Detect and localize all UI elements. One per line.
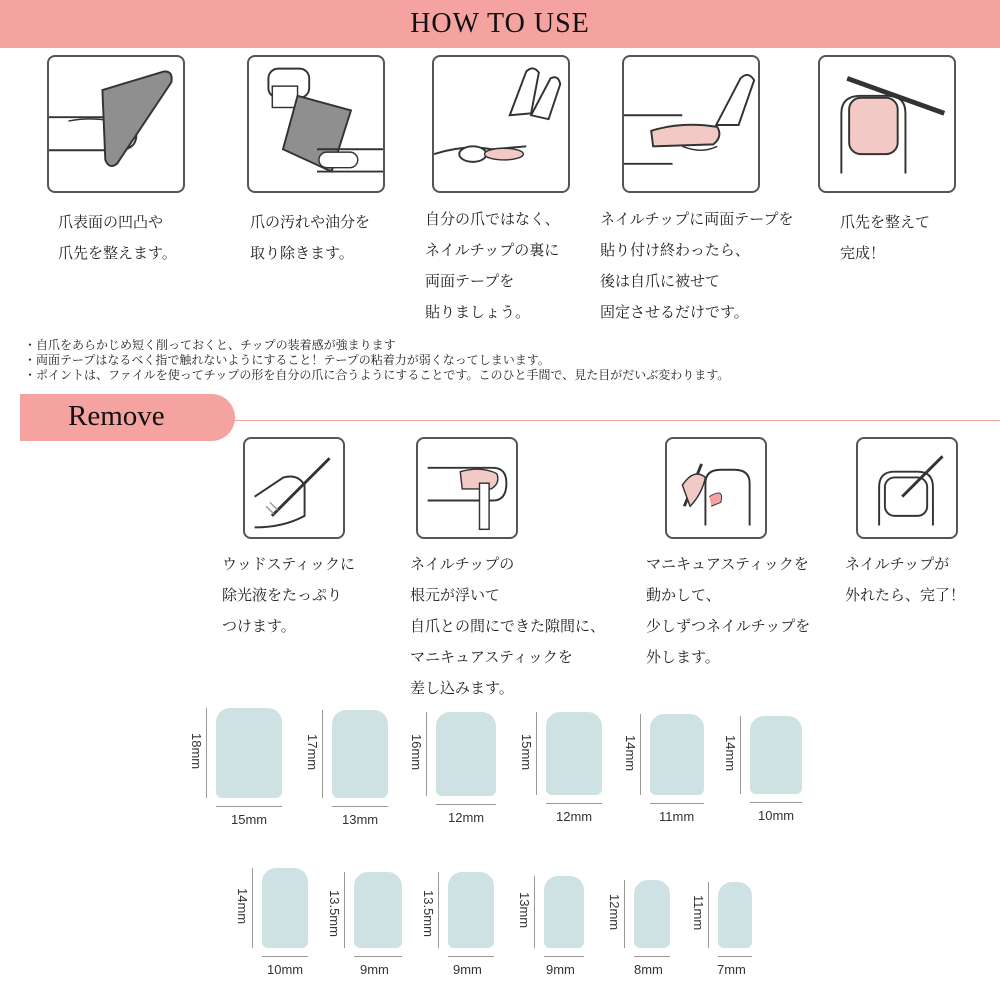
width-dimension-line — [332, 806, 388, 807]
section-divider — [230, 420, 1000, 421]
nail-tip-row2-4 — [544, 876, 584, 948]
lift-tip-icon — [667, 439, 765, 537]
step-5-illustration — [818, 55, 956, 193]
nail-width-label: 10mm — [758, 808, 795, 823]
step-4-illustration — [622, 55, 760, 193]
nail-height-label: 15mm — [519, 733, 534, 770]
height-dimension-line — [624, 880, 625, 948]
remove-step-2-text: ネイルチップの 根元が浮いて 自爪との間にできた隙間に、 マニキュアスティックを 差し込みます。 — [410, 555, 606, 697]
width-dimension-line — [436, 804, 496, 805]
nail-tip-row2-2 — [354, 872, 402, 948]
nail-height-label: 13mm — [517, 892, 532, 929]
width-dimension-line — [750, 802, 802, 803]
width-dimension-line — [354, 956, 402, 957]
nail-tip-row1-2 — [332, 710, 388, 798]
step-2-illustration — [247, 55, 385, 193]
width-dimension-line — [544, 956, 584, 957]
nail-file-icon — [49, 57, 183, 191]
height-dimension-line — [252, 868, 253, 948]
width-dimension-line — [634, 956, 670, 957]
note-line: ・両面テープはなるべく指で触れないようにすること！テープの粘着力が弱くなってしまいます。 — [24, 353, 550, 367]
remove-step-3-illustration — [665, 437, 767, 539]
nail-width-label: 7mm — [717, 962, 746, 977]
finish-file-icon — [820, 57, 954, 191]
nail-height-label: 18mm — [189, 733, 204, 770]
nail-width-label: 10mm — [267, 962, 304, 977]
height-dimension-line — [534, 876, 535, 948]
height-dimension-line — [640, 714, 641, 795]
step-3-text: 自分の爪ではなく、 ネイルチップの裏に 両面テープを 貼りましょう。 — [425, 210, 560, 321]
remove-step-1-text: ウッドスティックに 除光液をたっぷり つけます。 — [222, 555, 356, 635]
cleaning-wipe-icon — [249, 57, 383, 191]
nail-tip-row2-3 — [448, 872, 494, 948]
nail-width-label: 12mm — [556, 809, 593, 824]
note-line: ・ポイントは、ファイルを使ってチップの形を自分の爪に合うようにすることです。このひと手間で、見た目がだいぶ変わります。 — [24, 368, 730, 382]
remove-step-4-illustration — [856, 437, 958, 539]
nail-width-label: 15mm — [231, 812, 268, 827]
step-1-illustration — [47, 55, 185, 193]
nail-height-label: 12mm — [607, 894, 622, 931]
wood-stick-icon — [245, 439, 343, 537]
nail-width-label: 13mm — [342, 812, 379, 827]
nail-tip-row1-4 — [546, 712, 602, 795]
nail-tip-row1-6 — [750, 716, 802, 794]
height-dimension-line — [426, 712, 427, 796]
removed-tip-icon — [858, 439, 956, 537]
height-dimension-line — [438, 872, 439, 948]
remove-step-3-text: マニキュアスティックを 動かして、 少しずつネイルチップを 外します。 — [646, 555, 811, 666]
width-dimension-line — [216, 806, 282, 807]
page-title: HOW TO USE — [410, 8, 590, 39]
remove-step-1-illustration — [243, 437, 345, 539]
nail-tip-row2-1 — [262, 868, 308, 948]
width-dimension-line — [650, 803, 704, 804]
step-4-text: ネイルチップに両面テープを 貼り付け終わったら、 後は自爪に被せて 固定させるだけです。 — [600, 210, 794, 321]
nail-tip-row2-5 — [634, 880, 670, 948]
nail-height-label: 13.5mm — [327, 890, 342, 937]
remove-title: Remove — [68, 400, 165, 432]
remove-step-4-text: ネイルチップが 外れたら、完了！ — [845, 555, 966, 604]
width-dimension-line — [718, 956, 752, 957]
width-dimension-line — [262, 956, 308, 957]
step-2-text: 爪の汚れや油分を 取り除きます。 — [250, 213, 371, 262]
note-line: ・自爪をあらかじめ短く削っておくと、チップの装着感が強まります — [24, 338, 396, 352]
height-dimension-line — [740, 716, 741, 794]
nail-height-label: 17mm — [305, 734, 320, 771]
nail-width-label: 8mm — [634, 962, 663, 977]
nail-height-label: 14mm — [235, 888, 250, 925]
nail-width-label: 11mm — [659, 809, 695, 824]
height-dimension-line — [536, 712, 537, 795]
insert-stick-icon — [418, 439, 516, 537]
usage-notes — [24, 338, 729, 383]
step-3-illustration — [432, 55, 570, 193]
height-dimension-line — [322, 710, 323, 798]
nail-width-label: 12mm — [448, 810, 485, 825]
width-dimension-line — [546, 803, 602, 804]
nail-height-label: 14mm — [623, 734, 638, 771]
step-1-text: 爪表面の凹凸や 爪先を整えます。 — [58, 213, 177, 262]
nail-tip-row1-5 — [650, 714, 704, 795]
nail-height-label: 14mm — [723, 735, 738, 772]
width-dimension-line — [448, 956, 494, 957]
nail-height-label: 13.5mm — [421, 890, 436, 937]
nail-height-label: 11mm — [691, 895, 706, 931]
place-tip-icon — [624, 57, 758, 191]
height-dimension-line — [708, 882, 709, 948]
remove-step-2-illustration — [416, 437, 518, 539]
nail-height-label: 16mm — [409, 734, 424, 771]
height-dimension-line — [344, 872, 345, 948]
nail-width-label: 9mm — [546, 962, 575, 977]
step-5-text: 爪先を整えて 完成！ — [840, 213, 931, 262]
nail-width-label: 9mm — [453, 962, 482, 977]
height-dimension-line — [206, 708, 207, 798]
nail-tip-row1-3 — [436, 712, 496, 796]
nail-tip-row2-6 — [718, 882, 752, 948]
nail-width-label: 9mm — [360, 962, 389, 977]
nail-tip-row1-1 — [216, 708, 282, 798]
apply-tape-icon — [434, 57, 568, 191]
